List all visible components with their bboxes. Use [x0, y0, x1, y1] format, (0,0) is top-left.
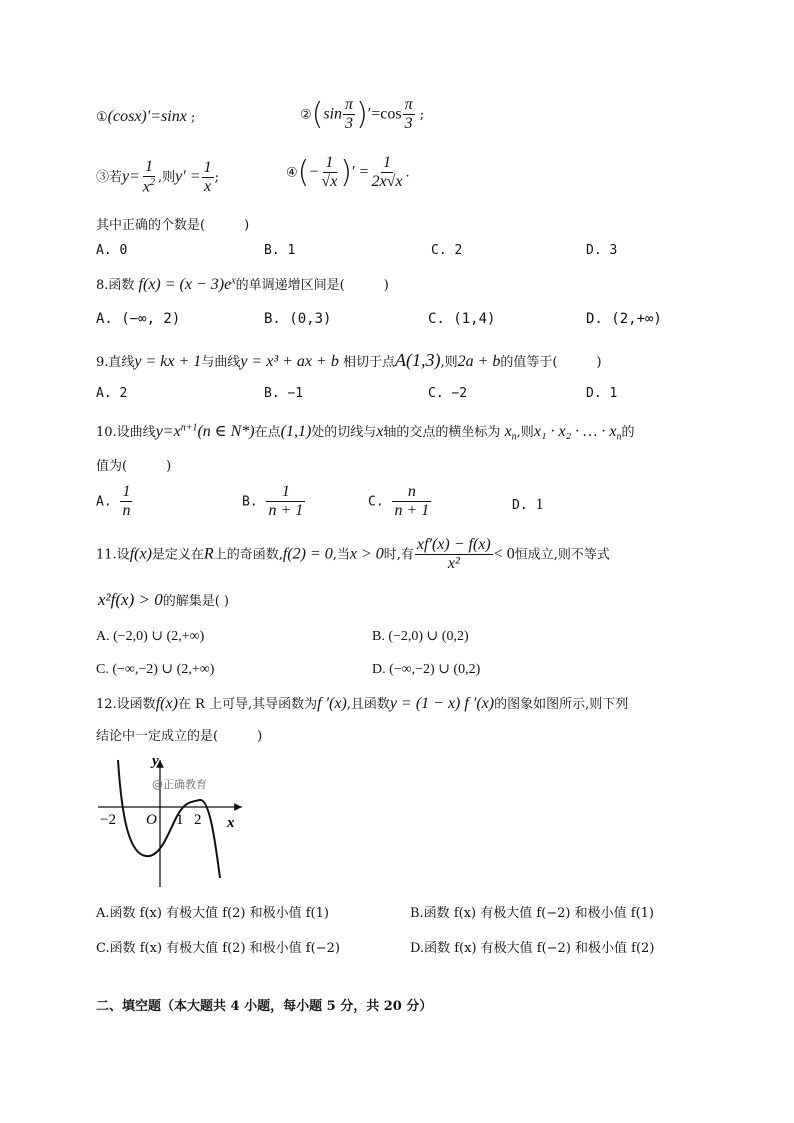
- q11-R: R: [203, 545, 214, 563]
- q9-line: y = kx + 1: [134, 353, 202, 370]
- q9-suffix: 的值等于( ): [500, 355, 602, 370]
- q10-option-a-den: n: [122, 502, 131, 520]
- q12-line1c: ,且函数: [346, 697, 390, 712]
- statement-2-frac-num: π: [343, 96, 355, 115]
- statement-4-eq: ′ =: [352, 163, 369, 181]
- q11-line2-expr: x²f(x) > 0: [98, 590, 163, 609]
- statement-4-rd: 2x√x: [371, 173, 403, 191]
- statement-1-expr: (cosx)′=sinx: [107, 108, 187, 125]
- q11-mid3: ,当: [332, 547, 350, 563]
- q7-option-c[interactable]: C. 2: [431, 243, 463, 258]
- q8-option-b[interactable]: B. (0,3): [264, 311, 332, 327]
- q9-stem: [96, 350, 602, 371]
- q11-option-d[interactable]: D. (−∞,−2) ∪ (0,2): [372, 662, 481, 677]
- statement-1-tail: ;: [190, 110, 196, 125]
- q12-line1d: 的图象如图所示,则下列: [494, 697, 629, 712]
- q7-option-d[interactable]: D. 3: [586, 243, 618, 258]
- section-2-heading: 二、填空题（本大题共 4 小题，每小题 5 分，共 20 分）: [96, 999, 433, 1014]
- statement-2-num: ②: [300, 107, 312, 123]
- q10-option-d-label: D.: [512, 498, 528, 513]
- statement-3-y: y=: [122, 168, 140, 186]
- q11-line2-suffix: 的解集是( ): [162, 594, 229, 609]
- graph-tick-1: 1: [176, 812, 184, 828]
- q10-option-d-value: 1: [535, 496, 544, 513]
- q8-expr: f(x) = (x − 3)e: [138, 276, 232, 293]
- q10-stem: [96, 421, 634, 443]
- q12-stem: [96, 693, 628, 713]
- q10-option-b[interactable]: [242, 483, 306, 521]
- statement-3-yp: y′ =: [175, 168, 201, 186]
- q11-mid4: 时,有: [383, 547, 414, 563]
- q12-graph: [92, 752, 252, 892]
- q9-l3: 2a + b: [457, 353, 501, 370]
- statement-2-frac-den: 3: [345, 115, 354, 133]
- statement-2-rhs-den: 3: [404, 115, 413, 133]
- q10-option-c-label: C.: [368, 494, 384, 510]
- q10-xn: x: [504, 423, 512, 440]
- q9-option-c[interactable]: C. −2: [428, 386, 468, 401]
- q8-option-c[interactable]: C. (1,4): [428, 311, 496, 327]
- q11-stem: [96, 536, 610, 574]
- q8-prefix: 8.函数: [96, 278, 135, 293]
- statement-3-mid: ,则: [158, 170, 176, 186]
- q9-mid3: ,则: [440, 355, 458, 370]
- statement-3: [96, 158, 219, 197]
- q10-prod: x₁ · x₂ · … · x: [533, 423, 617, 440]
- statement-4: ④(− $\frac{1}{√x}$ )′ = $\frac{1}{2x√x}$ .: [286, 154, 410, 191]
- q10-option-a-num: 1: [122, 483, 131, 500]
- q10-option-a-label: A.: [96, 494, 112, 510]
- graph-tick-2: 2: [194, 812, 202, 828]
- statement-3-tail: ;: [214, 170, 219, 186]
- q7-option-b[interactable]: B. 1: [264, 243, 296, 258]
- q10-point: (1,1): [280, 423, 312, 440]
- q11-ineq: < 0: [493, 545, 515, 563]
- statement-1: [96, 108, 195, 126]
- q7-prompt: 其中正确的个数是( ): [96, 218, 250, 233]
- q12-fx: f(x): [155, 695, 178, 712]
- q8-sup: x: [231, 275, 236, 287]
- q10-mid2: 处的切线与: [311, 425, 377, 440]
- q8-suffix: 的单调递增区间是( ): [235, 278, 389, 293]
- q11-line2: [98, 590, 229, 610]
- q10-option-c-num: n: [407, 483, 416, 500]
- statement-2-tail: ;: [419, 107, 425, 123]
- q8-option-d[interactable]: D. (2,+∞): [586, 311, 662, 327]
- q10-mid4: ,则: [516, 425, 534, 440]
- graph-tick-neg2: −2: [100, 812, 116, 828]
- q9-option-d[interactable]: D. 1: [586, 386, 618, 401]
- q11-f2: f(2) = 0: [282, 545, 333, 563]
- q11-mid2: 上的奇函数,: [213, 547, 283, 563]
- q11-option-a[interactable]: A. (−2,0) ∪ (2,+∞): [96, 629, 205, 644]
- graph-watermark: @正确教育: [152, 778, 207, 791]
- q10-sup: n+1: [180, 422, 198, 434]
- q10-xa: x: [376, 423, 384, 440]
- statement-3-gn: 1: [202, 159, 214, 178]
- q12-fp: f ′(x): [317, 695, 347, 712]
- statement-4-tail: .: [405, 165, 410, 181]
- q11-option-c[interactable]: C. (−∞,−2) ∪ (2,+∞): [96, 662, 215, 677]
- q11-xg: x > 0: [349, 545, 384, 563]
- statement-3-fd: $x^2$: [142, 177, 156, 196]
- q10-mid: 在点: [254, 425, 281, 440]
- q10-option-c-den: n + 1: [394, 502, 430, 520]
- q12-option-a[interactable]: A.函数 f(x) 有极大值 f(2) 和极小值 f(1): [96, 906, 329, 921]
- q10-option-b-num: 1: [281, 483, 290, 500]
- statement-3-num: ③若: [96, 170, 123, 186]
- statement-2-sin: sin: [323, 105, 343, 123]
- q9-option-b[interactable]: B. −1: [264, 386, 304, 401]
- statement-2: ②(sin $\frac{\pi}{3}$ )′=cos $\frac{\pi}{3}$ ;: [300, 96, 425, 133]
- statement-2-eq: ′=cos: [367, 105, 402, 123]
- q10-prodsub: n: [616, 431, 622, 443]
- statement-2-rhs-num: π: [403, 96, 415, 115]
- q10-prefix: 10.设曲线: [96, 425, 156, 440]
- q7-option-a[interactable]: A. 0: [96, 243, 128, 258]
- q10-mid3: 轴的交点的横坐标为: [383, 425, 501, 440]
- q9-curve: y = x³ + ax + b: [240, 353, 339, 370]
- q12-option-b[interactable]: B.函数 f(x) 有极大值 f(−2) 和极小值 f(1): [410, 906, 654, 921]
- q11-fx: f(x): [129, 545, 152, 563]
- q11-option-b[interactable]: B. (−2,0) ∪ (0,2): [372, 629, 469, 644]
- q8-option-a[interactable]: A. (−∞, 2): [96, 311, 181, 327]
- q11-frac-num: xf′(x) − f(x): [415, 536, 493, 555]
- q10-option-a[interactable]: [96, 483, 133, 521]
- q9-mid1: 与曲线: [201, 355, 241, 370]
- q12-option-d[interactable]: D.函数 f(x) 有极大值 f(−2) 和极小值 f(2): [410, 941, 655, 956]
- statement-4-num: ④: [286, 165, 298, 181]
- q12-line1b: 在 R 上可导,其导函数为: [177, 697, 318, 712]
- q11-suffix: 恒成立,则不等式: [514, 547, 610, 563]
- q11-mid: 是定义在: [151, 547, 204, 563]
- graph-x-label: x: [227, 815, 235, 831]
- q10-option-c[interactable]: [368, 483, 432, 521]
- q10-option-d[interactable]: [512, 496, 543, 514]
- q10-line2: 值为( ): [96, 459, 172, 474]
- graph-origin: O: [146, 812, 157, 828]
- q12-option-c[interactable]: C.函数 f(x) 有极大值 f(2) 和极小值 f(−2): [96, 941, 340, 956]
- q11-prefix: 11.设: [96, 547, 130, 563]
- q10-cond: (n ∈ N*): [197, 423, 255, 440]
- q8-stem: [96, 274, 389, 294]
- q11-frac-den: x²: [447, 555, 460, 573]
- q10-option-b-label: B.: [242, 494, 258, 510]
- q9-option-a[interactable]: A. 2: [96, 386, 128, 401]
- q12-yexpr: y = (1 − x) f ′(x): [389, 695, 495, 712]
- statement-3-gd: x: [204, 178, 212, 196]
- q10-xnsub: n: [511, 431, 517, 443]
- statement-1-num: ①: [96, 110, 108, 125]
- statement-4-rn: 1: [381, 154, 393, 173]
- q9-prefix: 9.直线: [96, 355, 135, 370]
- q12-line1a: 12.设函数: [96, 697, 156, 712]
- statement-3-fn: 1: [143, 158, 155, 177]
- graph-y-label: y: [152, 753, 159, 769]
- q10-option-b-den: n + 1: [268, 502, 304, 520]
- q9-point: A(1,3): [394, 350, 441, 370]
- q10-curve: y=x: [155, 423, 181, 440]
- q9-mid2: 相切于点: [342, 355, 395, 370]
- q12-line2: 结论中一定成立的是( ): [96, 729, 263, 744]
- q10-suffix: 的: [621, 425, 635, 440]
